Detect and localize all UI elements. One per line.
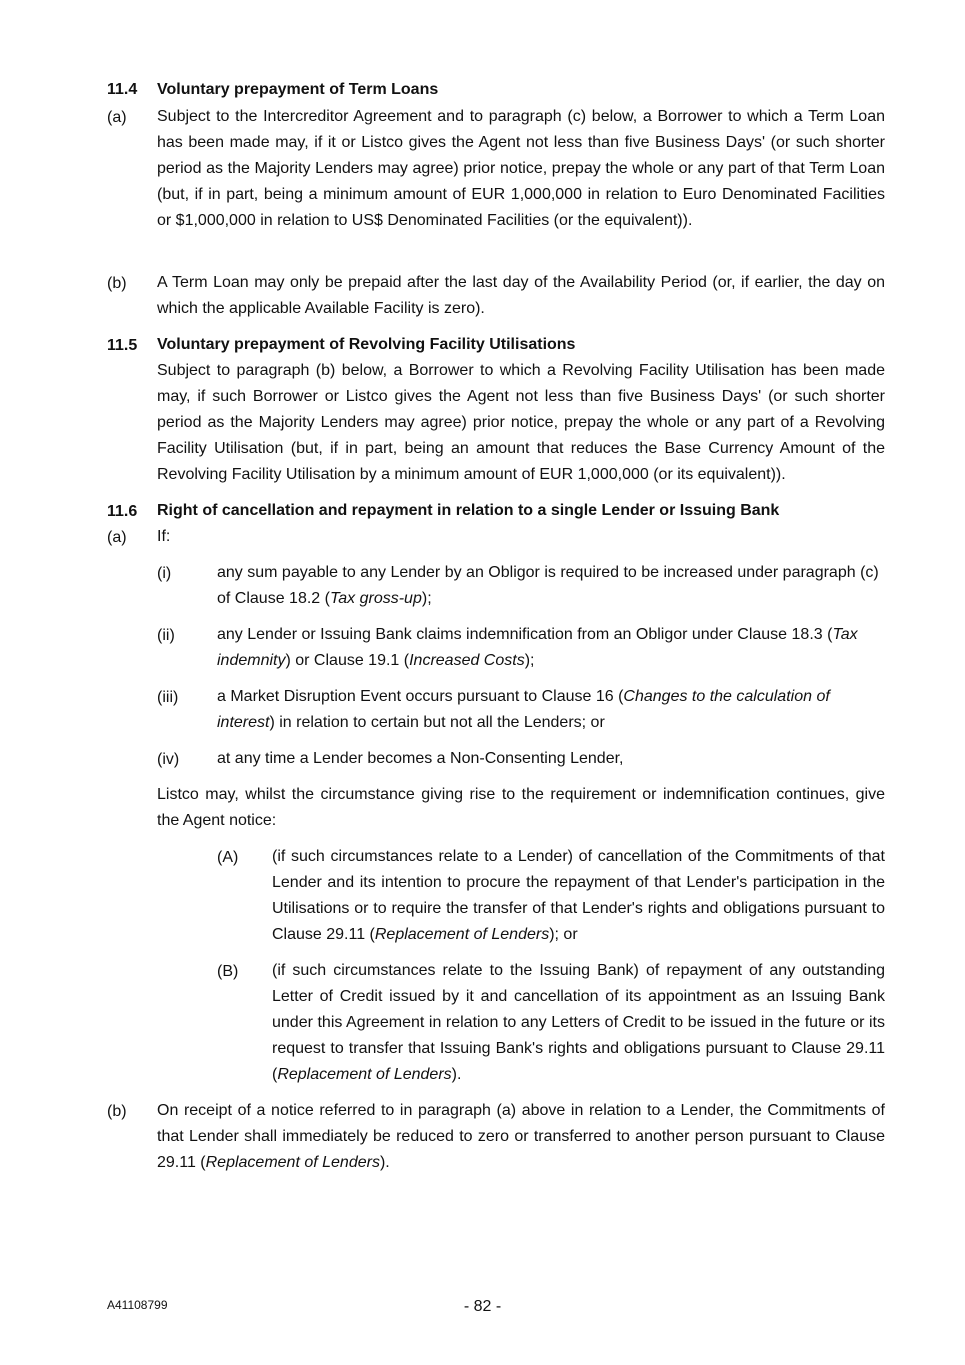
- item-iii-text: a Market Disruption Event occurs pursuant to Clause 16 (Changes to the calculation of interest) in relation to certain but not all the Lenders; or: [217, 688, 830, 731]
- item-iv-label: (iv): [157, 751, 180, 768]
- document-reference: A41108799: [107, 1298, 168, 1312]
- item-B-label: (B): [217, 963, 239, 980]
- item-B-text: (if such circumstances relate to the Issuing Bank) of repayment of any outstanding Letter of Credit issued by it and cancellation of its appointment as an Issuing Bank under this Agreement in relation to any Letters of Credit to be issued in the future or its request to transfer that Issuing Bank's rights and obligations pursuant to Clause 29.11 (Replacement of Lenders).: [272, 962, 885, 1083]
- clause-11-5-text: Subject to paragraph (b) below, a Borrower to which a Revolving Facility Utilisation has been made may, if such Borrower or Listco gives the Agent not less than five Business Days' (or such shorter period as the Majority Lenders may agree) prior notice, prepay the whole or any part of a Revolving Facility Utilisation (but, if in part, being an amount that reduces the Base Currency Amount of the Revolving Facility Utilisation by a minimum amount of EUR 1,000,000 (or its equivalent)).: [157, 362, 885, 483]
- clause-11-4-number: 11.4: [107, 81, 138, 98]
- clause-11-6-b-label: (b): [107, 1103, 127, 1120]
- page-number: - 82 -: [463, 1298, 502, 1315]
- clause-11-4-b-text: A Term Loan may only be prepaid after the last day of the Availability Period (or, if earlier, the day on which the applicable Available Facility is zero).: [157, 274, 885, 317]
- item-ii-label: (ii): [157, 627, 175, 644]
- clause-11-5-title: Voluntary prepayment of Revolving Facility Utilisations: [157, 336, 576, 353]
- clause-11-6-number: 11.6: [107, 503, 138, 520]
- clause-11-4-b-label: (b): [107, 275, 127, 292]
- clause-11-6-a-label: (a): [107, 529, 127, 546]
- item-ii-text: any Lender or Issuing Bank claims indemnification from an Obligor under Clause 18.3 (Tax indemnity) or Clause 19.1 (Increased Costs);: [217, 626, 858, 669]
- clause-11-6-a-intro: If:: [157, 528, 171, 545]
- item-A-label: (A): [217, 849, 239, 866]
- clause-11-6-title: Right of cancellation and repayment in relation to a single Lender or Issuing Bank: [157, 502, 780, 519]
- item-iv-text: at any time a Lender becomes a Non-Consenting Lender,: [217, 750, 624, 767]
- item-i-text: any sum payable to any Lender by an Obligor is required to be increased under paragraph (c) of Clause 18.2 (Tax gross-up);: [217, 564, 879, 607]
- item-i-label: (i): [157, 565, 172, 582]
- clause-11-5-number: 11.5: [107, 337, 138, 354]
- listco-notice-text: Listco may, whilst the circumstance giving rise to the requirement or indemnification continues, give the Agent notice:: [157, 786, 885, 829]
- item-A-text: (if such circumstances relate to a Lender) of cancellation of the Commitments of that Lender and its intention to procure the repayment of that Lender's participation in the Utilisations or to require the transfer of that Lender's rights and obligations pursuant to Clause 29.11 (Replacement of Lenders); or: [272, 848, 885, 943]
- clause-11-4-a-text: Subject to the Intercreditor Agreement and to paragraph (c) below, a Borrower to which a Term Loan has been made may, if it or Listco gives the Agent not less than five Business Days' (or such shorter period as the Majority Lenders may agree) prior notice, prepay the whole or any part of that Term Loan (but, if in part, being a minimum amount of EUR 1,000,000 in relation to Euro Denominated Facilities or $1,000,000 in relation to US$ Denominated Facilities (or the equivalent)).: [157, 108, 885, 229]
- clause-11-4-title: Voluntary prepayment of Term Loans: [157, 81, 439, 98]
- clause-11-6-b-text: On receipt of a notice referred to in paragraph (a) above in relation to a Lender, the Commitments of that Lender shall immediately be reduced to zero or transferred to another person pursuant to Clause 29.11 (Replacement of Lenders).: [157, 1102, 885, 1171]
- clause-11-4-a-label: (a): [107, 109, 127, 126]
- item-iii-label: (iii): [157, 689, 179, 706]
